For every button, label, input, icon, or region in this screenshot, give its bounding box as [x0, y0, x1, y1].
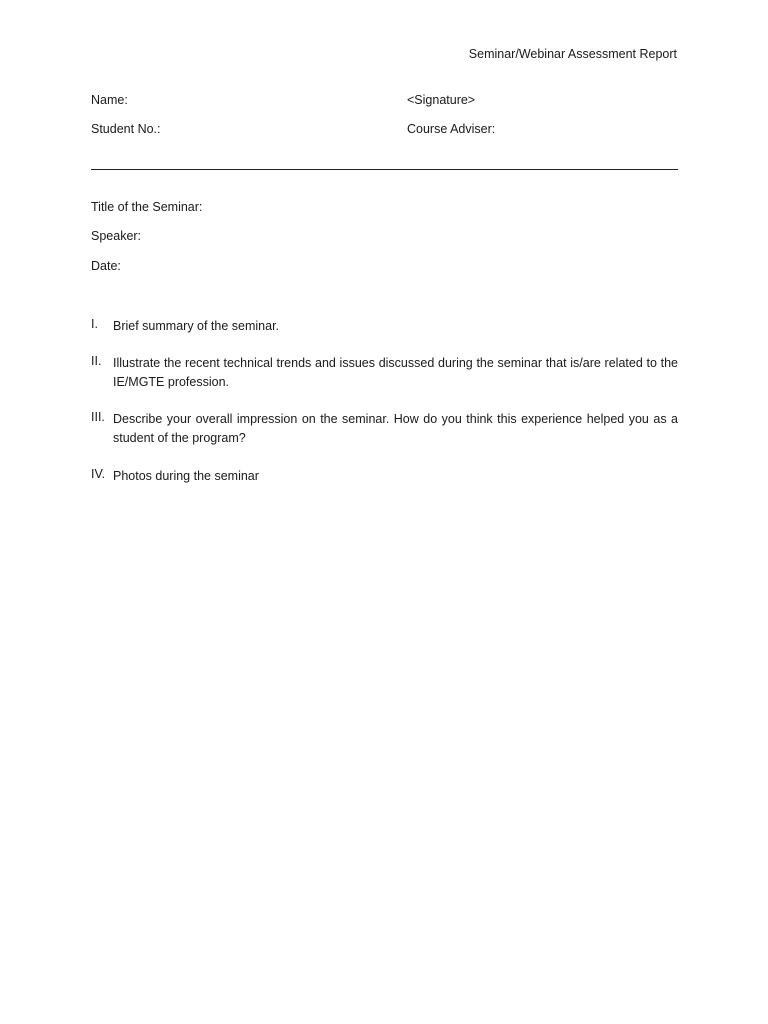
question-text: Photos during the seminar [113, 469, 259, 483]
student-no-label: Student No.: [91, 122, 161, 136]
info-row-student [91, 122, 678, 140]
course-adviser-label: Course Adviser: [407, 122, 496, 136]
question-item [91, 410, 678, 448]
report-title: Seminar/Webinar Assessment Report [468, 47, 677, 61]
question-item [91, 467, 678, 486]
speaker-label: Speaker: [91, 229, 142, 243]
info-row-name [91, 93, 678, 111]
question-number: III. [91, 410, 105, 424]
question-text: Describe your overall impression on the seminar. How do you think this experience helped you as a student of the program? [113, 412, 678, 445]
horizontal-divider [91, 169, 678, 170]
question-number: II. [91, 354, 102, 368]
date-label: Date: [91, 259, 121, 273]
seminar-title-label: Title of the Seminar: [91, 200, 203, 214]
question-number: IV. [91, 467, 106, 481]
signature-label: <Signature> [407, 93, 476, 107]
question-number: I. [91, 317, 98, 331]
question-text: Illustrate the recent technical trends and issues discussed during the seminar that is/are related to the IE/MGTE profession. [113, 356, 678, 389]
question-item [91, 354, 678, 392]
question-item [91, 317, 678, 336]
question-text: Brief summary of the seminar. [113, 319, 280, 333]
name-label: Name: [91, 93, 128, 107]
